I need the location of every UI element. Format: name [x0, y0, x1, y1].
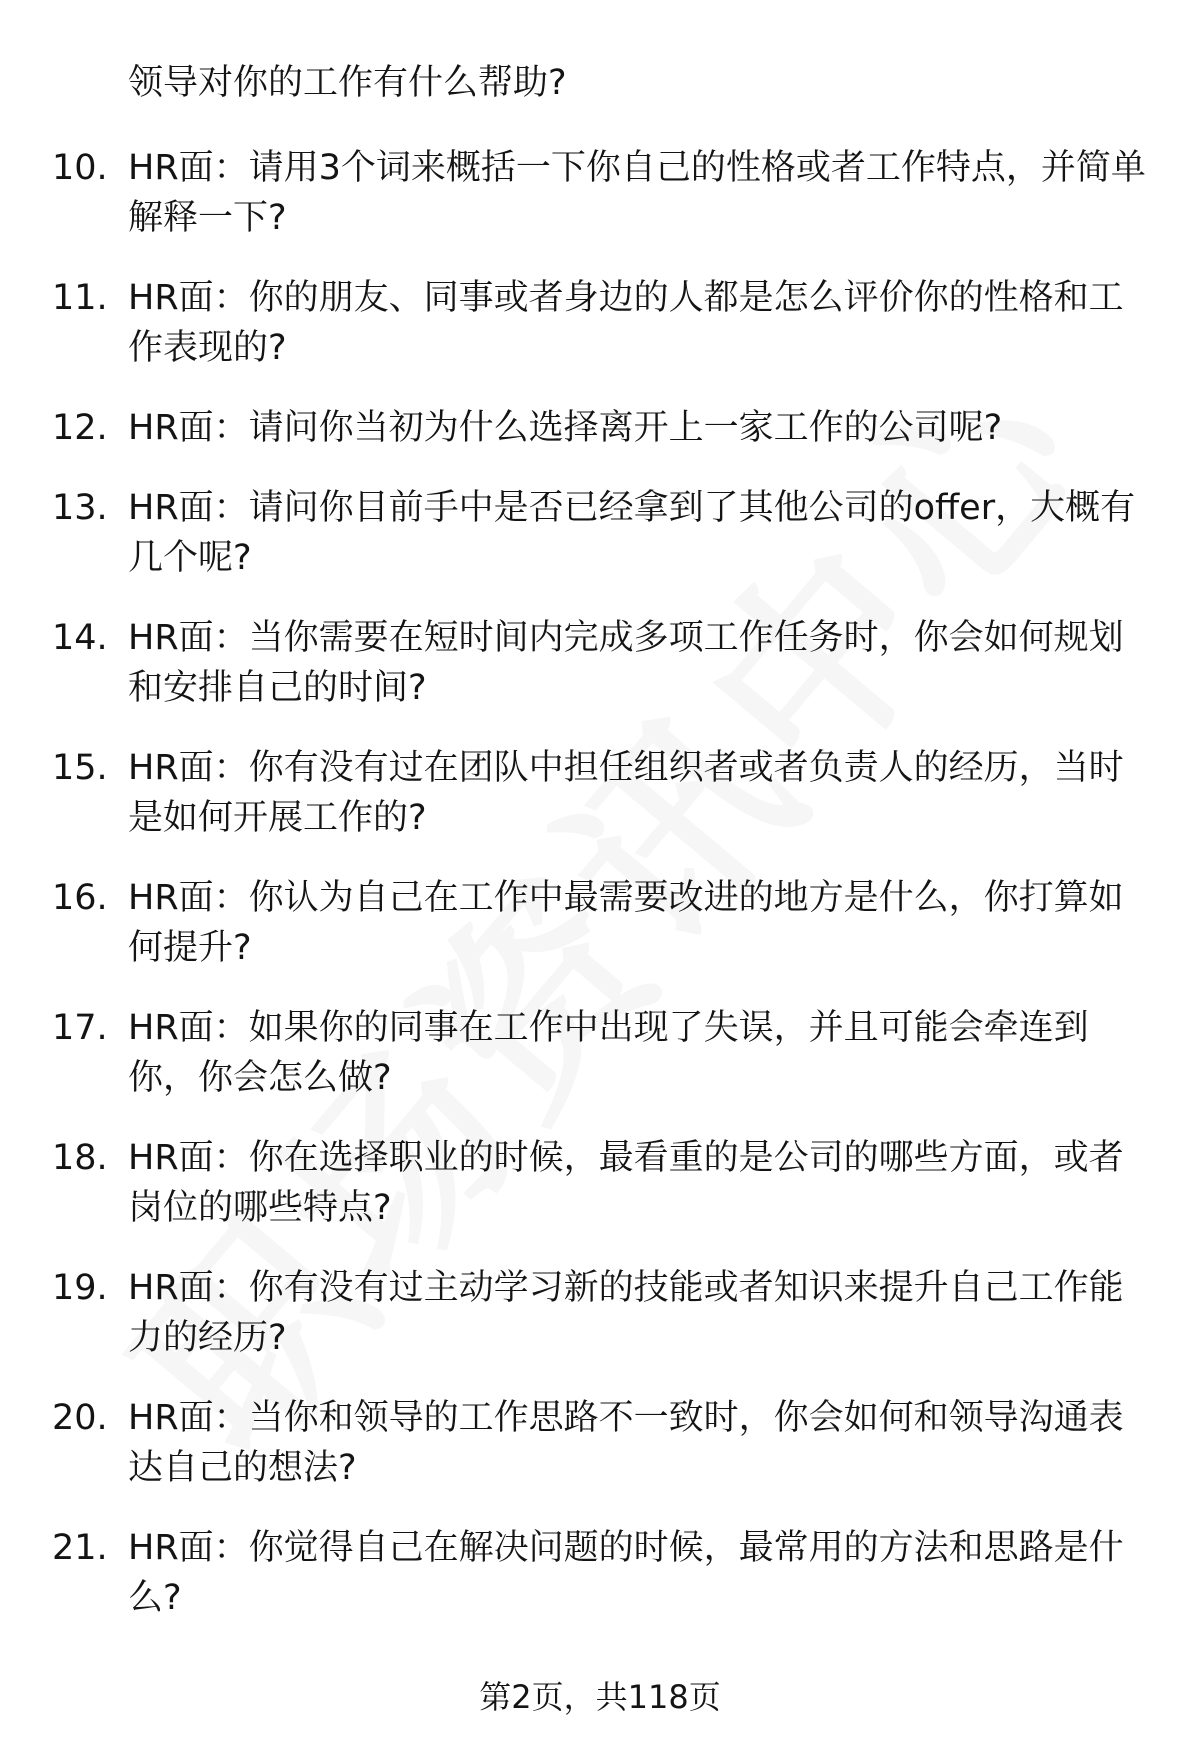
- list-item-number: 16.: [52, 878, 108, 918]
- page-number-footer: 第2页，共118页: [479, 1678, 721, 1716]
- list-item-text: HR面：你在选择职业的时候，最看重的是公司的哪些方面，或者岗位的哪些特点?: [128, 1138, 1124, 1228]
- list-item-number: 18.: [52, 1138, 108, 1178]
- list-item: [0, 1263, 1200, 1363]
- list-item-number: 21.: [52, 1528, 108, 1568]
- list-item-text: HR面：你有没有过主动学习新的技能或者知识来提升自己工作能力的经历?: [128, 1268, 1124, 1358]
- list-item: [0, 1523, 1200, 1623]
- list-item-text: HR面：你的朋友、同事或者身边的人都是怎么评价你的性格和工作表现的?: [128, 278, 1124, 368]
- list-item-number: 20.: [52, 1398, 108, 1438]
- list-item-number: 13.: [52, 488, 108, 528]
- list-item-text: HR面：请问你目前手中是否已经拿到了其他公司的offer，大概有几个呢?: [128, 488, 1136, 578]
- list-item: [0, 613, 1200, 713]
- list-item-text: HR面：当你和领导的工作思路不一致时，你会如何和领导沟通表达自己的想法?: [128, 1398, 1124, 1488]
- list-item-text: HR面：你觉得自己在解决问题的时候，最常用的方法和思路是什么?: [128, 1528, 1124, 1618]
- list-item-number: 14.: [52, 618, 108, 658]
- list-item: [0, 143, 1200, 243]
- list-item-number: 19.: [52, 1268, 108, 1308]
- list-item-text: HR面：请用3个词来概括一下你自己的性格或者工作特点，并简单解释一下?: [128, 148, 1146, 238]
- list-item-number: 11.: [52, 278, 108, 318]
- list-item: [0, 273, 1200, 373]
- list-item: [0, 1393, 1200, 1493]
- list-item: [0, 483, 1200, 583]
- list-item: [0, 743, 1200, 843]
- list-item: [0, 1133, 1200, 1233]
- list-item-number: 10.: [52, 148, 108, 188]
- list-item: [0, 403, 1200, 453]
- list-item-number: 17.: [52, 1008, 108, 1048]
- list-item-text: HR面：当你需要在短时间内完成多项工作任务时，你会如何规划和安排自己的时间?: [128, 618, 1124, 708]
- list-item-text: HR面：请问你当初为什么选择离开上一家工作的公司呢?: [128, 408, 1003, 448]
- question-list: [0, 143, 1200, 1653]
- list-item-text: HR面：如果你的同事在工作中出现了失误，并且可能会牵连到你，你会怎么做?: [128, 1008, 1089, 1098]
- list-item-number: 12.: [52, 408, 108, 448]
- list-item-text: HR面：你有没有过在团队中担任组织者或者负责人的经历，当时是如何开展工作的?: [128, 748, 1124, 838]
- list-item: [0, 873, 1200, 973]
- list-item-text: HR面：你认为自己在工作中最需要改进的地方是什么，你打算如何提升?: [128, 878, 1124, 968]
- list-item-number: 15.: [52, 748, 108, 788]
- continued-question-text: 领导对你的工作有什么帮助?: [128, 63, 567, 103]
- list-item: [0, 1003, 1200, 1103]
